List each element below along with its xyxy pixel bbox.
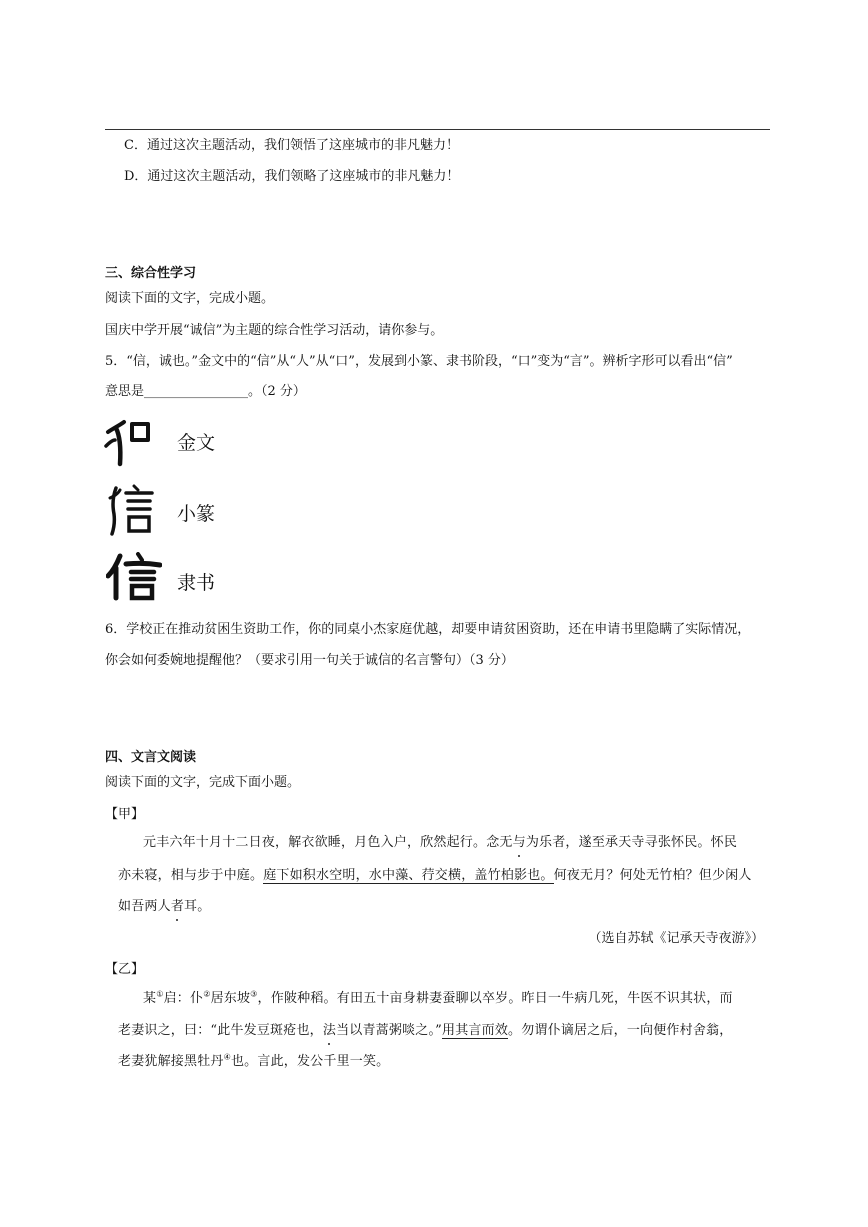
jia-line2-a: 亦未寝，相与步于中庭。 xyxy=(118,868,264,883)
footnote-marker: ① xyxy=(156,989,164,999)
script-label-jinwen: 金文 xyxy=(177,432,216,454)
question-6-line1: 6．学校正在推动贫困生资助工作，你的同桌小杰家庭优越，却要申请贫困资助，还在申请书里隐瞒了实际情况， xyxy=(105,622,751,637)
section3-intro: 阅读下面的文字，完成小题。 xyxy=(105,291,275,306)
yi-line3-a: 老妻犹解接黑牡丹 xyxy=(118,1054,224,1069)
yi-line1-a: 某 xyxy=(143,991,157,1006)
footnote-marker: ② xyxy=(203,989,211,999)
dotted-char: 与 xyxy=(512,835,526,850)
option-c: C．通过这次主题活动，我们领悟了这座城市的非凡魅力！ xyxy=(124,138,459,153)
underlined-phrase: 用其言而效 xyxy=(442,1023,509,1038)
passage-yi-line1 xyxy=(143,990,733,1008)
answer-blank[interactable]: ________________ xyxy=(144,384,249,399)
jia-line2-b: 何夜无月？何处无竹柏？但少闲人 xyxy=(553,868,752,883)
question-5-line1: 5．“信，诚也。”金文中的“信”从“人”从“口”，发展到小篆、隶书阶段，“口”变为“言”。辨析字形可以看出“信” xyxy=(105,354,733,369)
section4-intro: 阅读下面的文字，完成下面小题。 xyxy=(105,775,301,790)
yi-line1-c: 居东坡 xyxy=(210,991,251,1006)
passage-yi-line3 xyxy=(118,1053,389,1071)
question-5-prefix: 意思是 xyxy=(105,384,145,399)
dotted-char: 法 xyxy=(322,1023,337,1038)
jia-line1-a: 元丰六年十月十二日夜，解衣欲睡，月色入户，欣然起行。念无 xyxy=(143,835,513,850)
xiaozhuan-xin-glyph xyxy=(108,484,156,536)
question-5-line2 xyxy=(105,383,306,401)
section3-context: 国庆中学开展“诚信”为主题的综合性学习活动，请你参与。 xyxy=(105,323,444,338)
yi-line2-c: 。勿谓仆谪居之后，一向便作村舍翁， xyxy=(508,1023,733,1038)
question-6-line2: 你会如何委婉地提醒他？（要求引用一句关于诚信的名言警句）（3 分） xyxy=(105,653,514,668)
passage-yi-line2 xyxy=(118,1022,732,1040)
yi-line1-b: 启：仆 xyxy=(163,991,204,1006)
yi-line2-a: 老妻识之，曰：“此牛发豆斑疮也， xyxy=(118,1023,323,1038)
top-divider xyxy=(105,129,770,130)
passage-jia-source: （选自苏轼《记承天寺夜游》） xyxy=(588,931,764,946)
section4-heading: 四、文言文阅读 xyxy=(105,750,197,765)
jinwen-xin-glyph xyxy=(104,418,154,468)
footnote-marker: ③ xyxy=(250,989,258,999)
dotted-char: 者 xyxy=(170,899,185,914)
question-5-suffix: 。（2 分） xyxy=(248,384,306,399)
underlined-sentence: 庭下如积水空明，水中藻、荇交横，盖竹柏影也。 xyxy=(263,868,554,883)
footnote-marker: ④ xyxy=(223,1052,231,1062)
yi-line1-d: ，作陂种稻。有田五十亩身耕妻蚕聊以卒岁。昨日一牛病几死，牛医不识其状，而 xyxy=(257,991,733,1006)
script-label-xiaozhuan: 小篆 xyxy=(177,503,216,525)
passage-jia-line2 xyxy=(118,867,752,885)
passage-jia-line1 xyxy=(143,834,737,852)
option-d: D．通过这次主题活动，我们领略了这座城市的非凡魅力！ xyxy=(124,169,460,184)
script-label-lishu: 隶书 xyxy=(177,572,216,594)
yi-line2-b: 当以青蒿粥啖之。” xyxy=(336,1023,443,1038)
passage-jia-line3 xyxy=(118,898,210,916)
passage-yi-label: 【乙】 xyxy=(105,962,145,977)
jia-line1-b: 为乐者，遂至承天寺寻张怀民。怀民 xyxy=(525,835,738,850)
section3-heading: 三、综合性学习 xyxy=(105,266,197,281)
passage-jia-label: 【甲】 xyxy=(105,807,145,822)
lishu-xin-glyph xyxy=(106,552,162,602)
yi-line3-b: 也。言此，发公千里一笑。 xyxy=(230,1054,390,1069)
jia-line3-a: 如吾两人 xyxy=(118,899,171,914)
jia-line3-b: 耳。 xyxy=(184,899,211,914)
